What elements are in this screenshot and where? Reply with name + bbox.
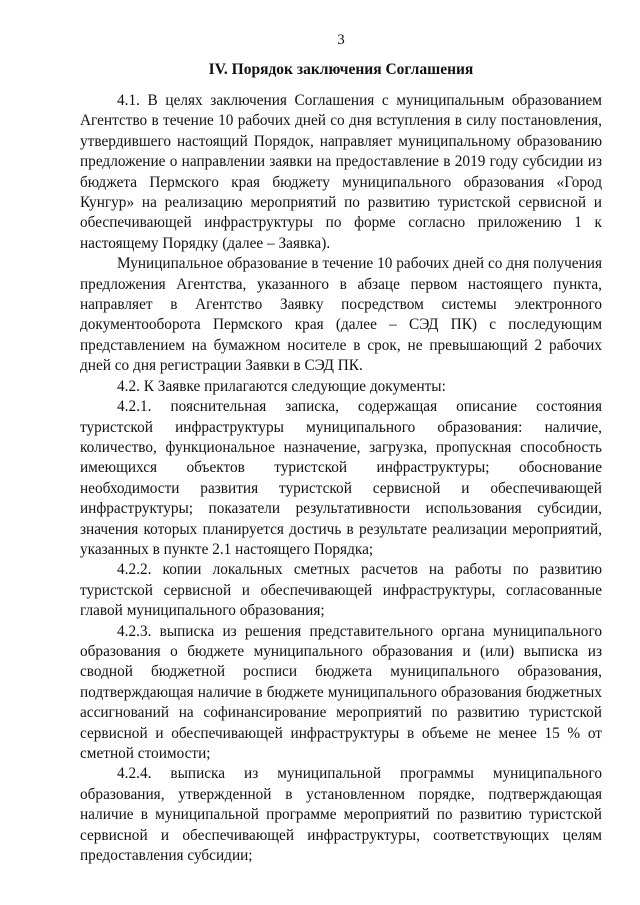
paragraph-4-1: 4.1. В целях заключения Соглашения с муниципальным образованием Агентство в течение 10 рабочих дней со дня вступления в силу постановления, утвердившего настоящий Порядок, направляет муниципальному образованию предложение о направлении заявки на предоставление в 2019 году субсидии из бюджета Пермского края бюджету муниципального образования «Город Кунгур» на реализацию мероприятий по развитию туристской сервисной и обеспечивающей инфраструктуры по форме согласно приложению 1 к настоящему Порядку (далее – Заявка). <box>80 92 602 252</box>
paragraph-4-2-2: 4.2.2. копии локальных сметных расчетов на работы по развитию туристской сервисной и обеспечивающей инфраструктуры, согласованные главой муниципального образования; <box>80 561 602 620</box>
section-title: IV. Порядок заключения Соглашения <box>208 61 474 78</box>
paragraph-4-2-4: 4.2.4. выписка из муниципальной программы муниципального образования, утвержденной в установленном порядке, подтверждающая наличие в муниципальной программе мероприятий по развитию туристской сервисной и обеспечивающей инфраструктуры, соответствующих целям предоставления субсидии; <box>80 765 602 865</box>
paragraph-4-2-1: 4.2.1. пояснительная записка, содержащая описание состояния туристской инфраструктуры муниципального образования: наличие, количество, функциональное назначение, загрузка, пропускная способность имеющихся объектов туристской инфраструктуры; обоснование необходимости развития туристской сервисной и обеспечивающей инфраструктуры; показатели результативности использования субсидии, значения которых планируется достичь в результате реализации мероприятий, указанных в пункте 2.1 настоящего Порядка; <box>80 398 602 558</box>
paragraph-4-1-second: Муниципальное образование в течение 10 рабочих дней со дня получения предложения Агентства, указанного в абзаце первом настоящего пункта, направляет в Агентство Заявку посредством системы электронного документооборота Пермского края (далее – СЭД ПК) с последующим представлением на бумажном носителе в срок, не превышающий 2 рабочих дней со дня регистрации Заявки в СЭД ПК. <box>80 255 602 375</box>
paragraph-4-2-3: 4.2.3. выписка из решения представительного органа муниципального образования о бюджете муниципального образования и (или) выписка из сводной бюджетной росписи бюджета муниципального образования, подтверждающая наличие в бюджете муниципального образования бюджетных ассигнований на софинансирование мероприятий по развитию туристской сервисной и обеспечивающей инфраструктуры в объеме не менее 15 % от сметной стоимости; <box>80 622 602 762</box>
paragraph-4-2: 4.2. К Заявке прилагаются следующие документы: <box>117 377 446 395</box>
page-number: 3 <box>337 32 345 48</box>
